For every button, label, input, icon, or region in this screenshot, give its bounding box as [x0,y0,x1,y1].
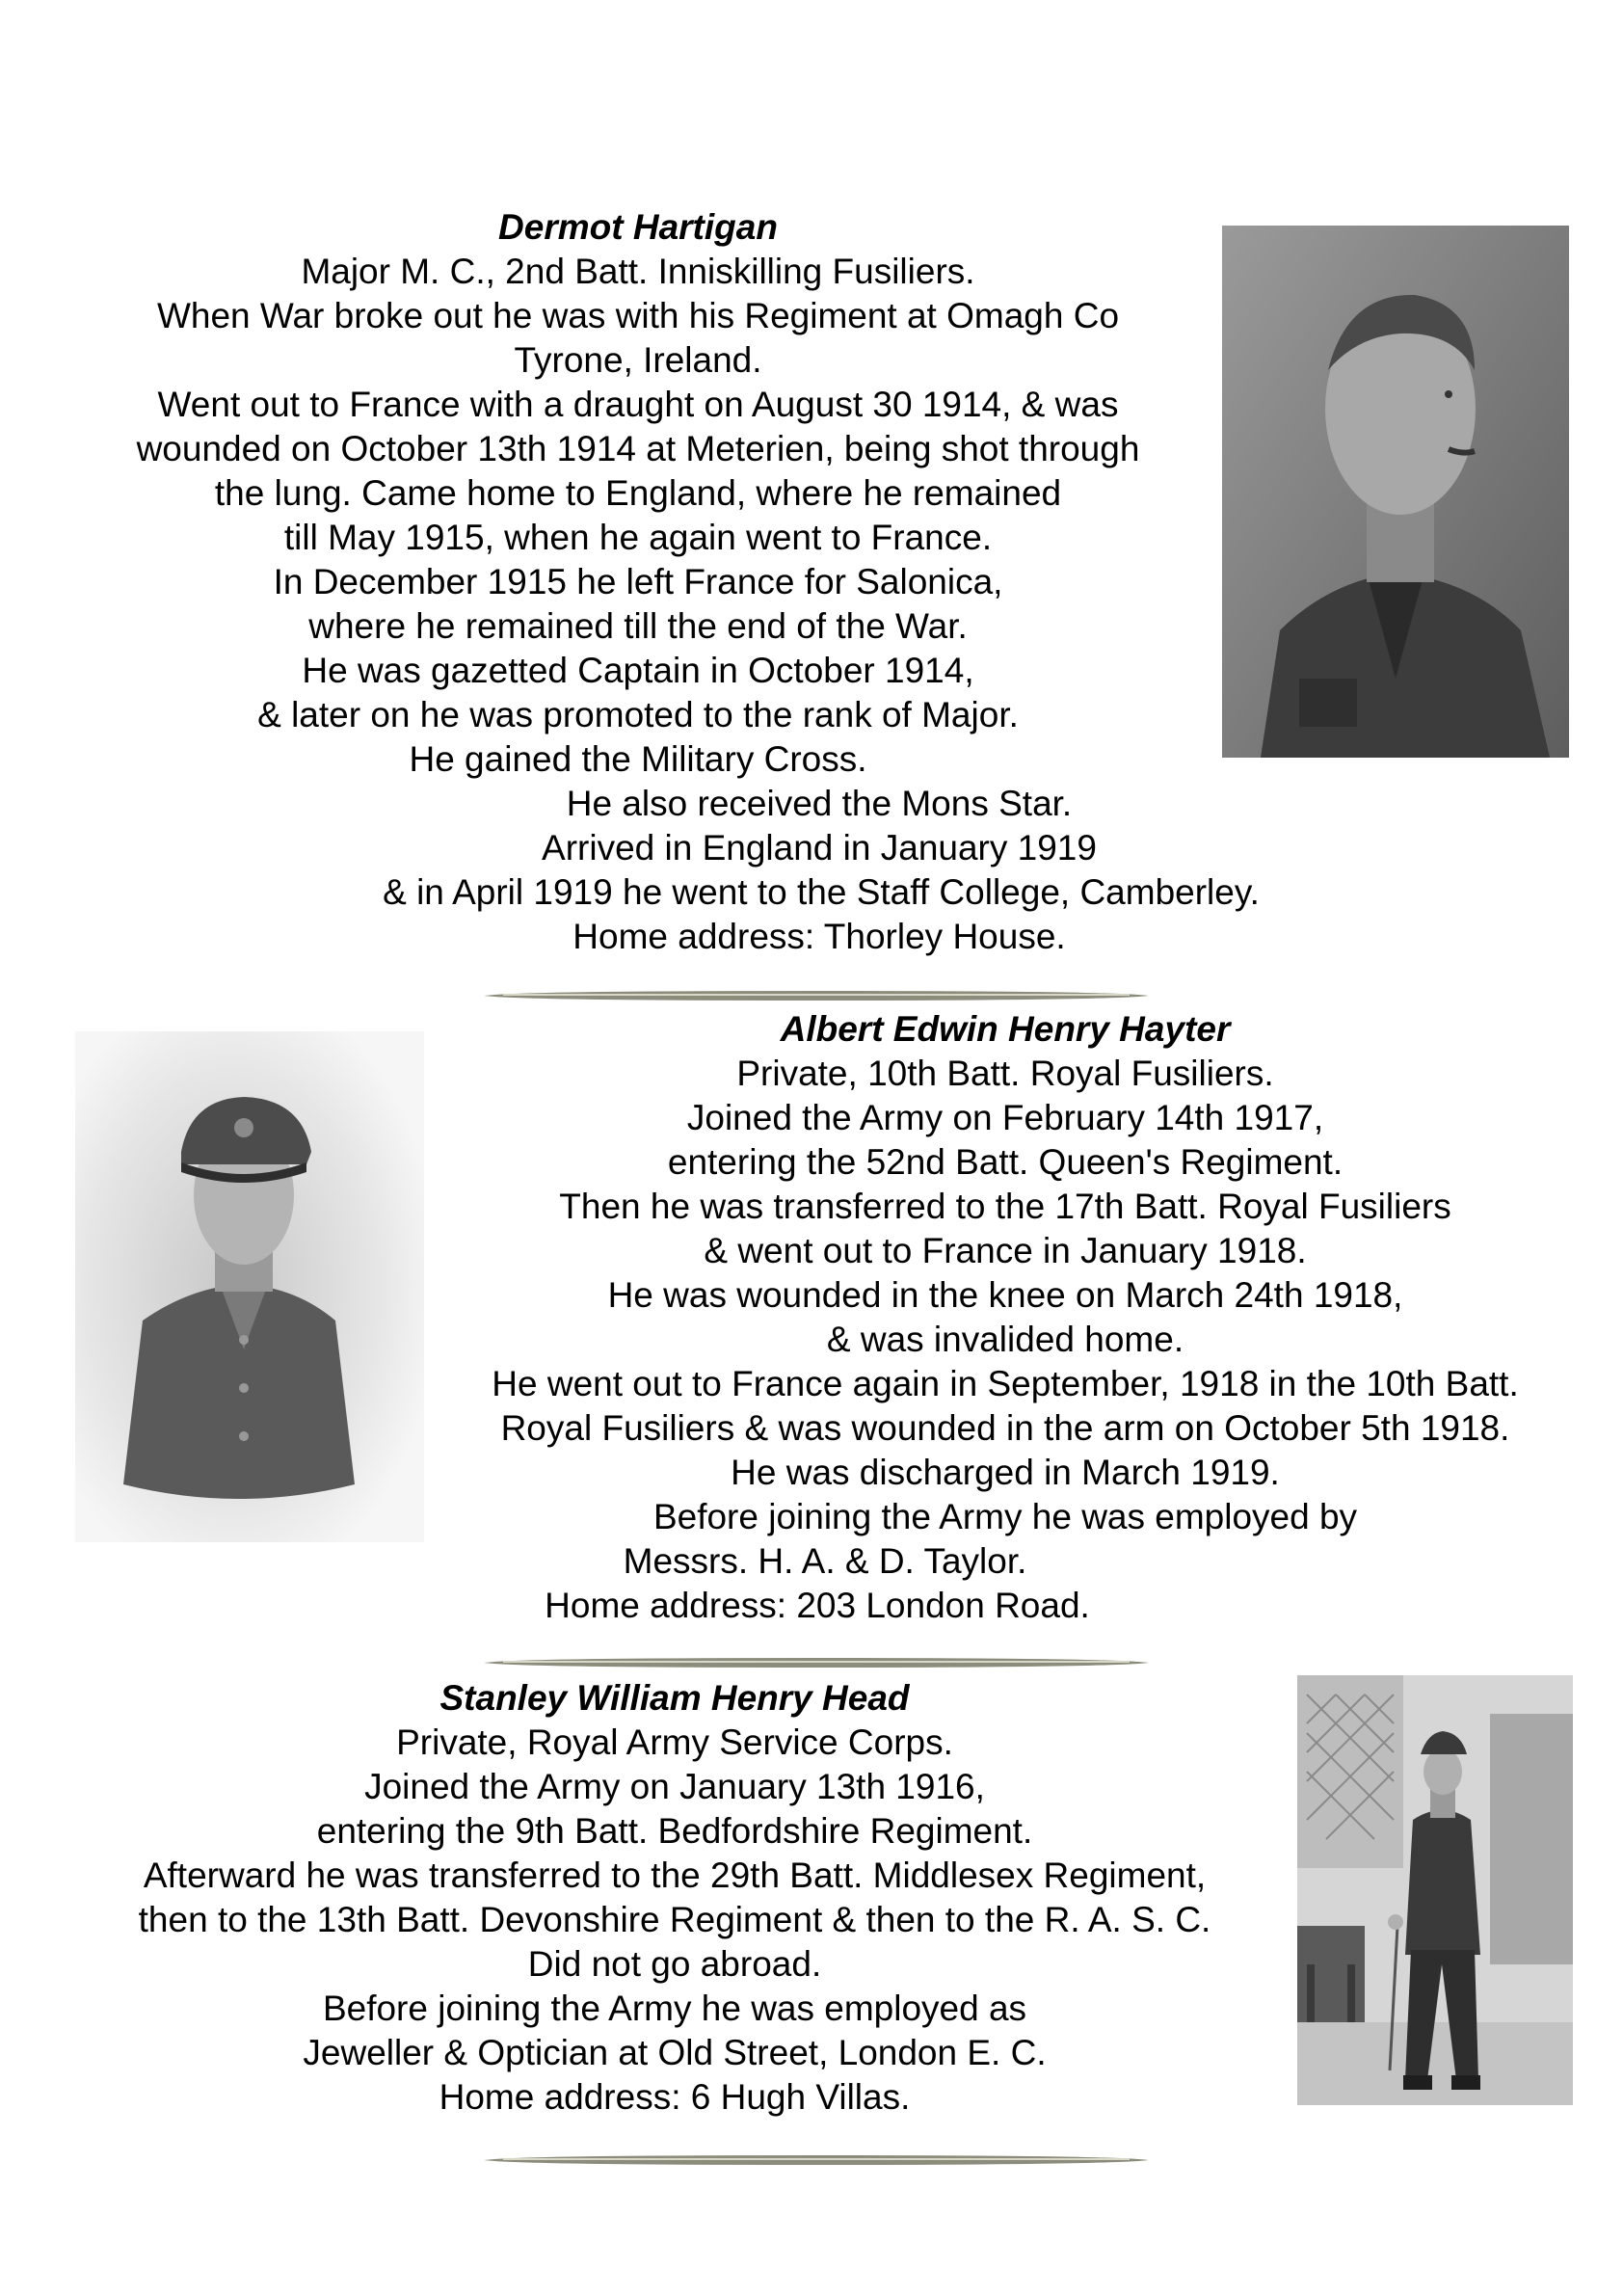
entry-text-line: He was discharged in March 1919. [731,1453,1280,1492]
entry-text-line: & in April 1919 he went to the Staff College, Camberley. [383,872,1260,912]
entry-text-line: Afterward he was transferred to the 29th Batt. Middlesex Regiment, [143,1855,1207,1895]
portrait-photo-head [1297,1675,1573,2105]
entry-text-line: where he remained till the end of the War. [308,606,968,646]
entry-text-line: the lung. Came home to England, where he remained [214,473,1062,513]
section-divider [484,989,1149,1002]
entry-text-line: Home address: 203 London Road. [545,1586,1090,1625]
entry-text-line: Home address: 6 Hugh Villas. [439,2077,911,2117]
entry-text-line: When War broke out he was with his Regiment at Omagh Co [156,296,1120,335]
entry-text-line: In December 1915 he left France for Salonica, [273,562,1003,601]
entry-text-line: He went out to France again in September, 1918 in the 10th Batt. [492,1364,1519,1403]
entry-text-line: Private, Royal Army Service Corps. [396,1722,953,1762]
entry-text-line: He was gazetted Captain in October 1914, [302,651,974,690]
entry-text-line: till May 1915, when he again went to France. [283,518,993,557]
entry-text-line: He was wounded in the knee on March 24th 1918, [607,1275,1403,1315]
entry-text-line: Major M. C., 2nd Batt. Inniskilling Fusiliers. [301,252,975,291]
entry-text-line: He gained the Military Cross. [409,739,867,779]
entry-text-line: Then he was transferred to the 17th Batt. Royal Fusiliers [559,1187,1451,1226]
entry-text-line: Did not go abroad. [527,1944,822,1984]
entry-text-line: Home address: Thorley House. [572,917,1066,956]
section-divider [484,1656,1149,1669]
entry-text-line: Royal Fusiliers & was wounded in the arm on October 5th 1918. [500,1408,1510,1448]
entry-name-hayter: Albert Edwin Henry Hayter [780,1009,1231,1049]
entry-text-line: wounded on October 13th 1914 at Meterien, being shot through [136,429,1140,468]
portrait-photo-hayter [75,1031,424,1542]
entry-text-line: & was invalided home. [826,1320,1184,1359]
entry-text-line: Messrs. H. A. & D. Taylor. [623,1541,1027,1581]
entry-name-hartigan: Dermot Hartigan [498,207,778,247]
entry-text-line: Jeweller & Optician at Old Street, London E. C. [303,2033,1047,2072]
entry-text-line: Tyrone, Ireland. [514,340,762,380]
entry-text-line: Went out to France with a draught on August 30 1914, & was [157,385,1119,424]
entry-text-line: Joined the Army on January 13th 1916, [364,1767,985,1806]
section-divider [484,2153,1149,2167]
entry-text-line: He also received the Mons Star. [566,784,1073,823]
portrait-photo-hartigan [1222,226,1569,758]
entry-text-line: & went out to France in January 1918. [704,1231,1307,1270]
entry-text-line: & later on he was promoted to the rank of Major. [257,695,1019,734]
entry-name-head: Stanley William Henry Head [439,1678,910,1718]
entry-text-line: Arrived in England in January 1919 [542,828,1097,868]
entry-text-line: entering the 52nd Batt. Queen's Regiment. [667,1142,1344,1182]
entry-text-line: Private, 10th Batt. Royal Fusiliers. [736,1054,1274,1093]
entry-text-line: then to the 13th Batt. Devonshire Regiment & then to the R. A. S. C. [138,1900,1211,1939]
entry-text-line: Before joining the Army he was employed as [322,1989,1027,2028]
entry-text-line: Before joining the Army he was employed by [652,1497,1358,1536]
entry-text-line: Joined the Army on February 14th 1917, [686,1098,1324,1137]
entry-text-line: entering the 9th Batt. Bedfordshire Regiment. [316,1811,1033,1851]
